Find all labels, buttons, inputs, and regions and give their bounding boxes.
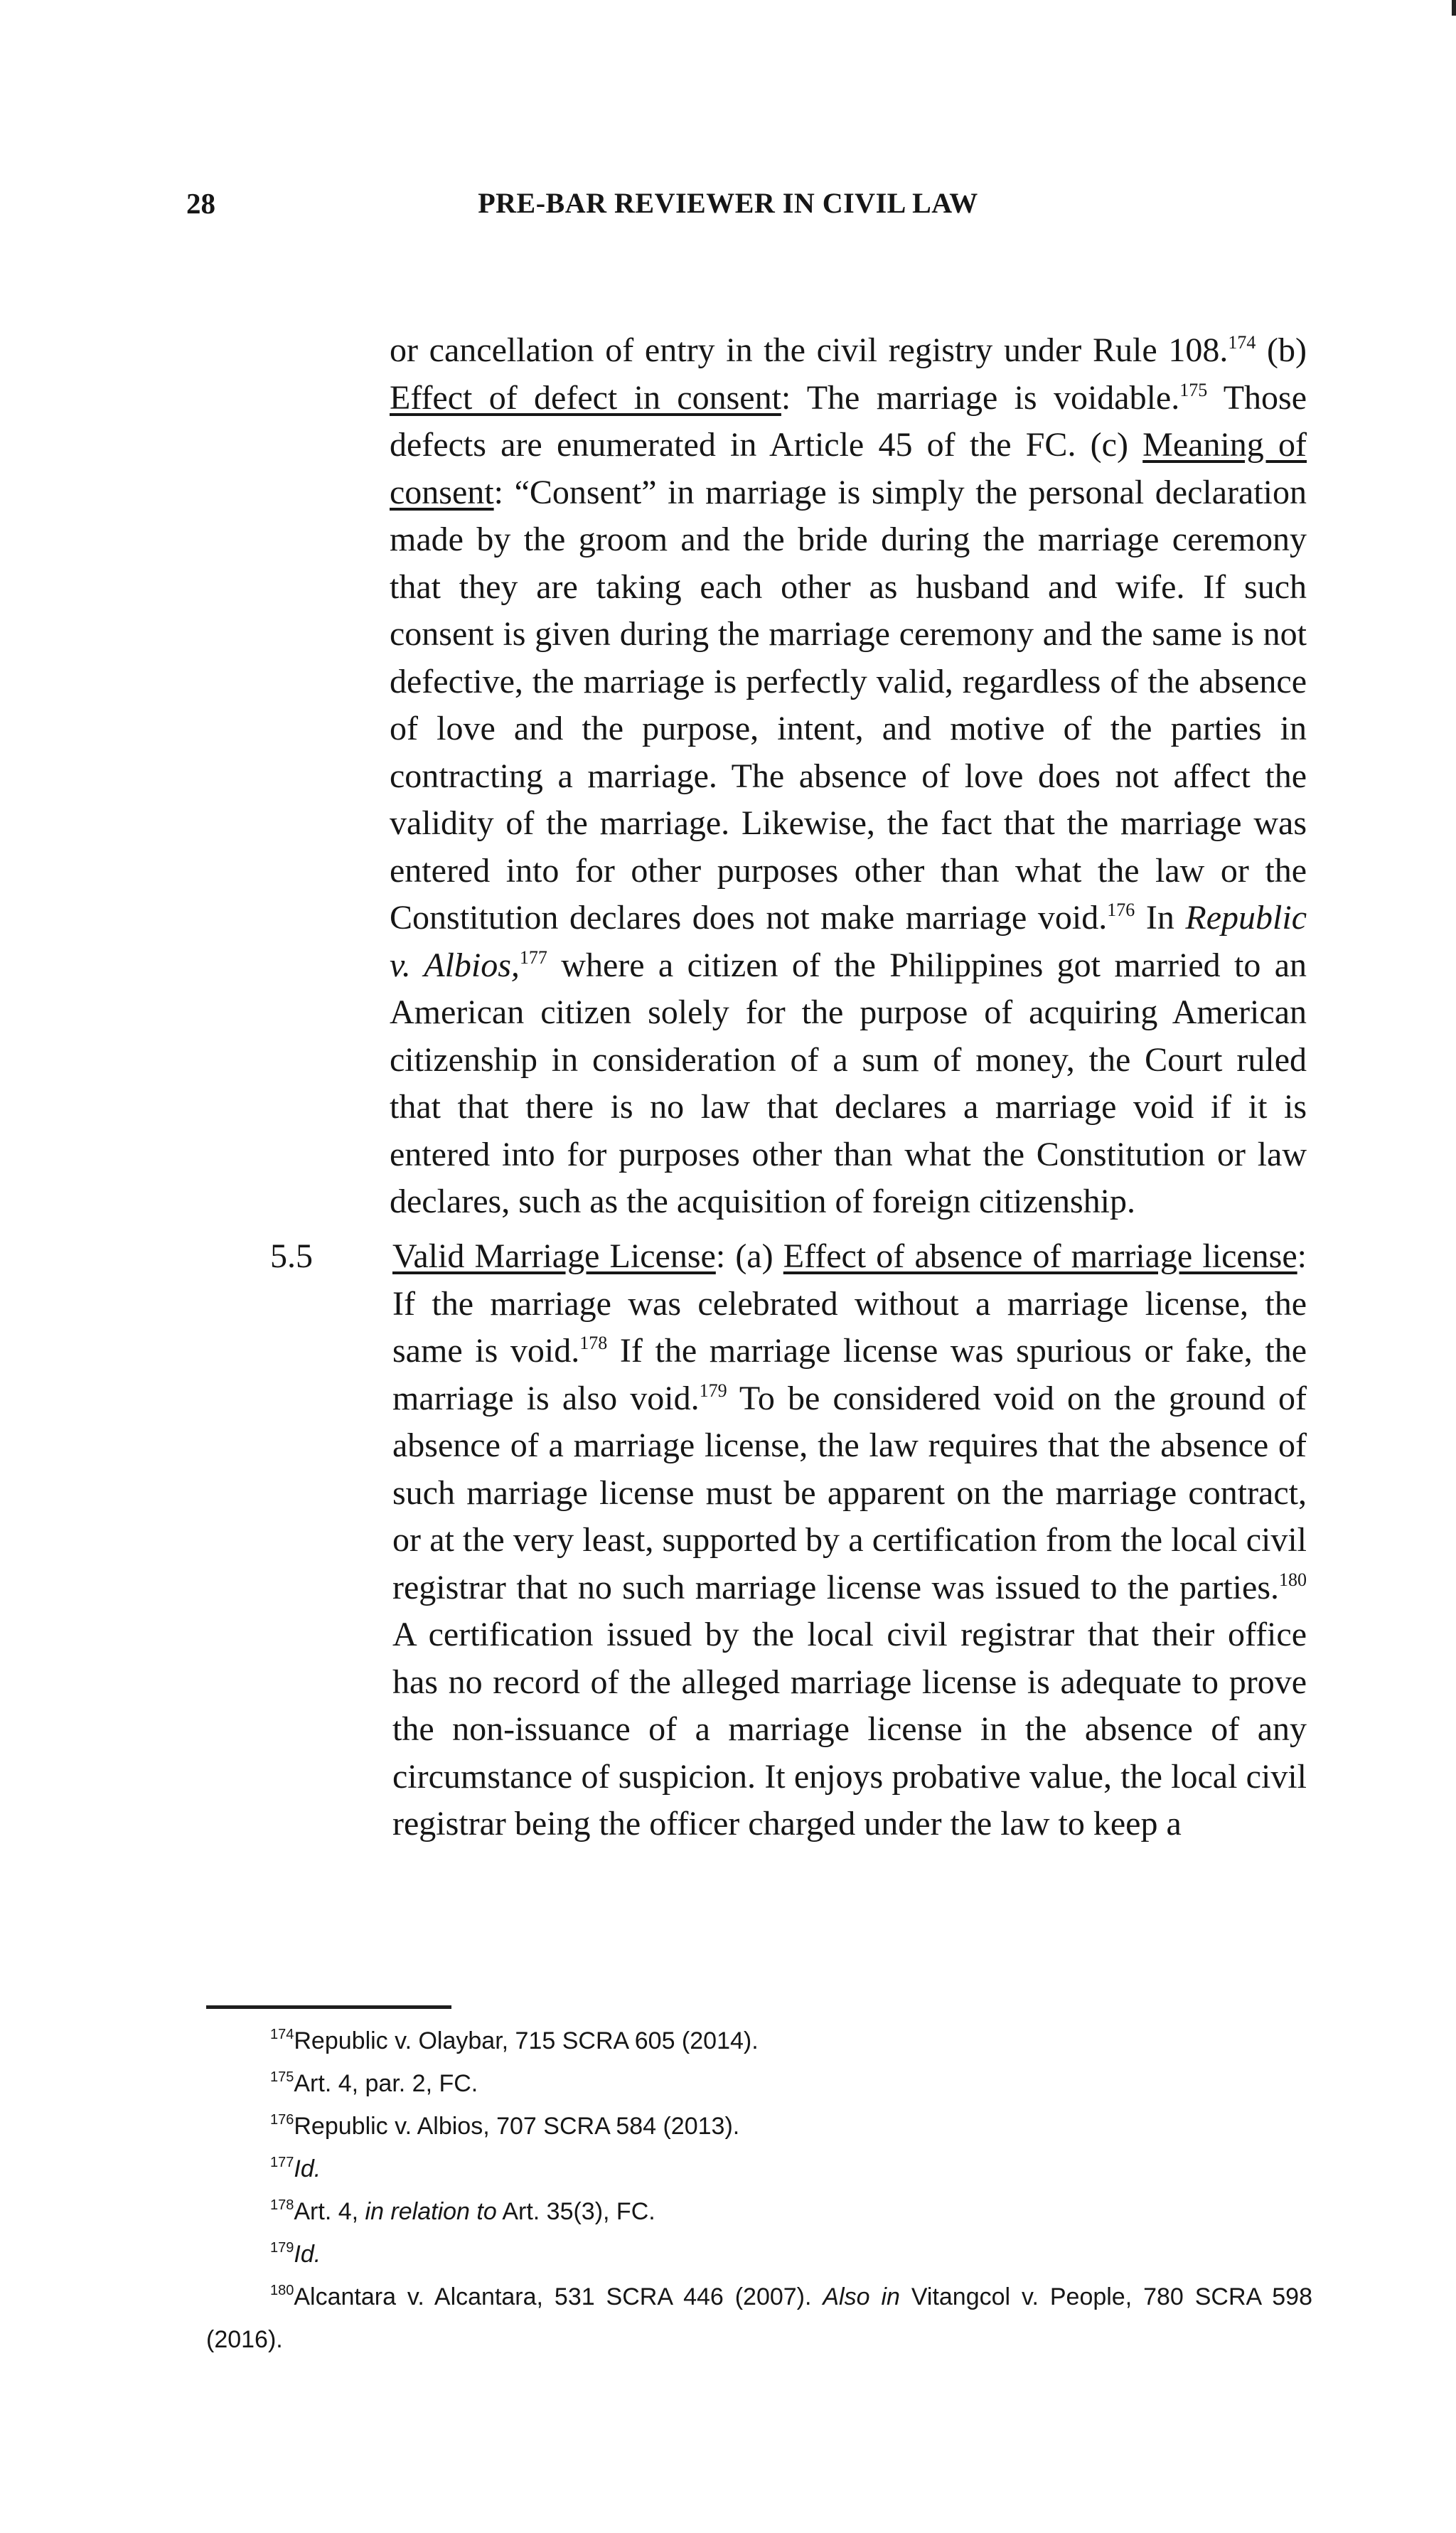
scan-mark <box>1452 0 1456 16</box>
section-heading: Valid Marriage License <box>392 1237 716 1275</box>
footnote-number: 176 <box>270 2112 294 2128</box>
footnote-text: Id. <box>294 2241 321 2268</box>
text-run: : (a) <box>715 1237 783 1275</box>
footnote-text: Vitangcol v. People, 780 SCRA 598 (2016). <box>206 2283 1312 2353</box>
text-run: To be considered void on the ground of absence of a marriage license, the law requires that the absence of such marriage license must be apparent on the marriage contract, or at the very least, supported by a certification from the local civil registrar that no such marriage license was issued to the parties. <box>392 1379 1307 1606</box>
footnote-rule <box>206 2005 451 2009</box>
footnote <box>206 2276 1312 2361</box>
page-number: 28 <box>186 187 215 220</box>
footnote-text: Alcantara v. Alcantara, 531 SCRA 446 (2007). <box>294 2283 823 2310</box>
footnote-ref: 180 <box>1279 1569 1307 1590</box>
footnote-number: 178 <box>270 2197 294 2213</box>
text-run: A certification issued by the local civil registrar that their office has no record of the alleged marriage license is adequate to prove the non-issuance of a marriage license in the absence of any circumstance of suspicion. It enjoys probative value, the local civil registrar being the officer charged under the law to keep a <box>392 1616 1307 1843</box>
case-name: Republic v. Albios, <box>390 899 1307 984</box>
footnotes <box>206 2020 1312 2361</box>
text-run: (b) <box>1256 331 1307 369</box>
footnote-number: 175 <box>270 2069 294 2085</box>
footnote-italic: in relation to <box>365 2198 497 2225</box>
footnote-ref: 179 <box>699 1380 727 1401</box>
subheading: Effect of defect in consent <box>390 378 781 417</box>
footnote-text: Id. <box>294 2155 321 2182</box>
footnote <box>206 2062 1312 2105</box>
footnote-italic: Also in <box>823 2283 900 2310</box>
text-run: : “Consent” in marriage is simply the personal declaration made by the groom and the bride during the marriage ceremony that they are taking each other as husband and wife. If such consent is given during the marriage ceremony and the same is not defective, the marriage is perfectly valid, regardless of the absence of love and the purpose, intent, and motive of the parties in contracting a marriage. The absence of love does not affect the validity of the marriage. Likewise, the fact that the marriage was entered into for other purposes other than what the law or the Constitution declares does not make marriage void. <box>390 473 1307 937</box>
footnote-ref: 174 <box>1228 332 1256 353</box>
subheading: Effect of absence of marriage license <box>783 1237 1297 1275</box>
footnote-number: 177 <box>270 2155 294 2170</box>
text-run: or cancellation of entry in the civil registry under Rule 108. <box>390 331 1228 369</box>
text-run: where a citizen of the Philippines got married to an American citizen solely for the purpose of acquiring American citizenship in consideration of a sum of money, the Court ruled that that there is no law that declares a marriage void if it is entered into for purposes other than what the Constitution or law declares, such as the acquisition of foreign citizenship. <box>390 946 1307 1220</box>
subheading: Meaning of consent <box>390 426 1307 511</box>
footnote <box>206 2233 1312 2276</box>
text-run: : If the marriage was celebrated without a marriage license, the same is void. <box>392 1237 1307 1370</box>
body-paragraph <box>390 327 1307 1226</box>
footnote-number: 180 <box>270 2283 294 2298</box>
text-run: : The marriage is voidable. <box>781 378 1180 417</box>
text-run: In <box>1135 899 1186 937</box>
section-number: 5.5 <box>270 1237 313 1275</box>
footnote-number: 174 <box>270 2027 294 2042</box>
footnote <box>206 2148 1312 2190</box>
running-head: PRE-BAR REVIEWER IN CIVIL LAW <box>478 187 978 219</box>
text-run: If the marriage license was spurious or fake, the marriage is also void. <box>392 1332 1307 1417</box>
footnote-ref: 175 <box>1179 379 1208 400</box>
footnote-text: Art. 4, <box>294 2198 365 2225</box>
footnote <box>206 2190 1312 2233</box>
footnote-text: Republic v. Albios, 707 SCRA 584 (2013). <box>294 2113 740 2140</box>
footnote-text: Republic v. Olaybar, 715 SCRA 605 (2014). <box>294 2027 759 2054</box>
footnote-ref: 178 <box>579 1333 608 1353</box>
footnote-text: Art. 35(3), FC. <box>496 2198 655 2225</box>
footnote <box>206 2020 1312 2062</box>
footnote-ref: 177 <box>519 946 547 968</box>
section-paragraph <box>392 1233 1307 1848</box>
text-run: Those defects are enumerated in Article 45 of the FC. (c) <box>390 378 1307 464</box>
footnote-text: Art. 4, par. 2, FC. <box>294 2070 478 2097</box>
footnote-ref: 176 <box>1107 900 1135 920</box>
footnote <box>206 2105 1312 2148</box>
footnote-number: 179 <box>270 2240 294 2256</box>
